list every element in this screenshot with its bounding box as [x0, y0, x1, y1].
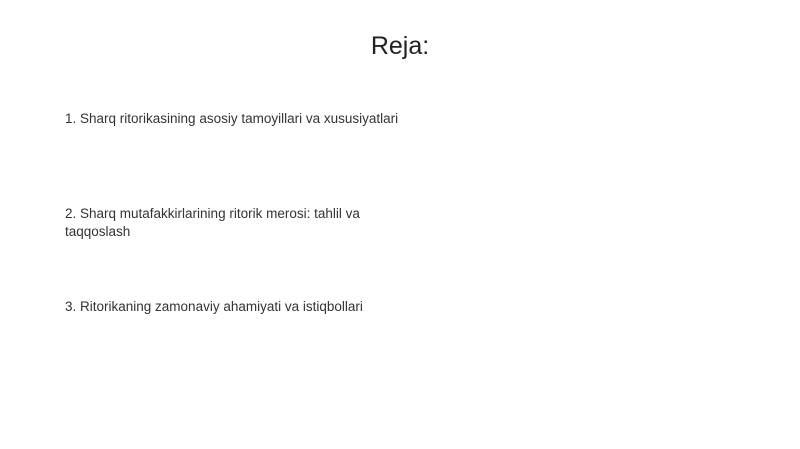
list-item: 2. Sharq mutafakkirlarining ritorik merosi: tahlil va taqqoslash: [65, 206, 360, 239]
slide-title: Reja:: [370, 32, 430, 60]
list-item: 1. Sharq ritorikasining asosiy tamoyillari va xususiyatlari: [65, 111, 399, 126]
list-item: 3. Ritorikaning zamonaviy ahamiyati va istiqbollari: [65, 299, 363, 314]
